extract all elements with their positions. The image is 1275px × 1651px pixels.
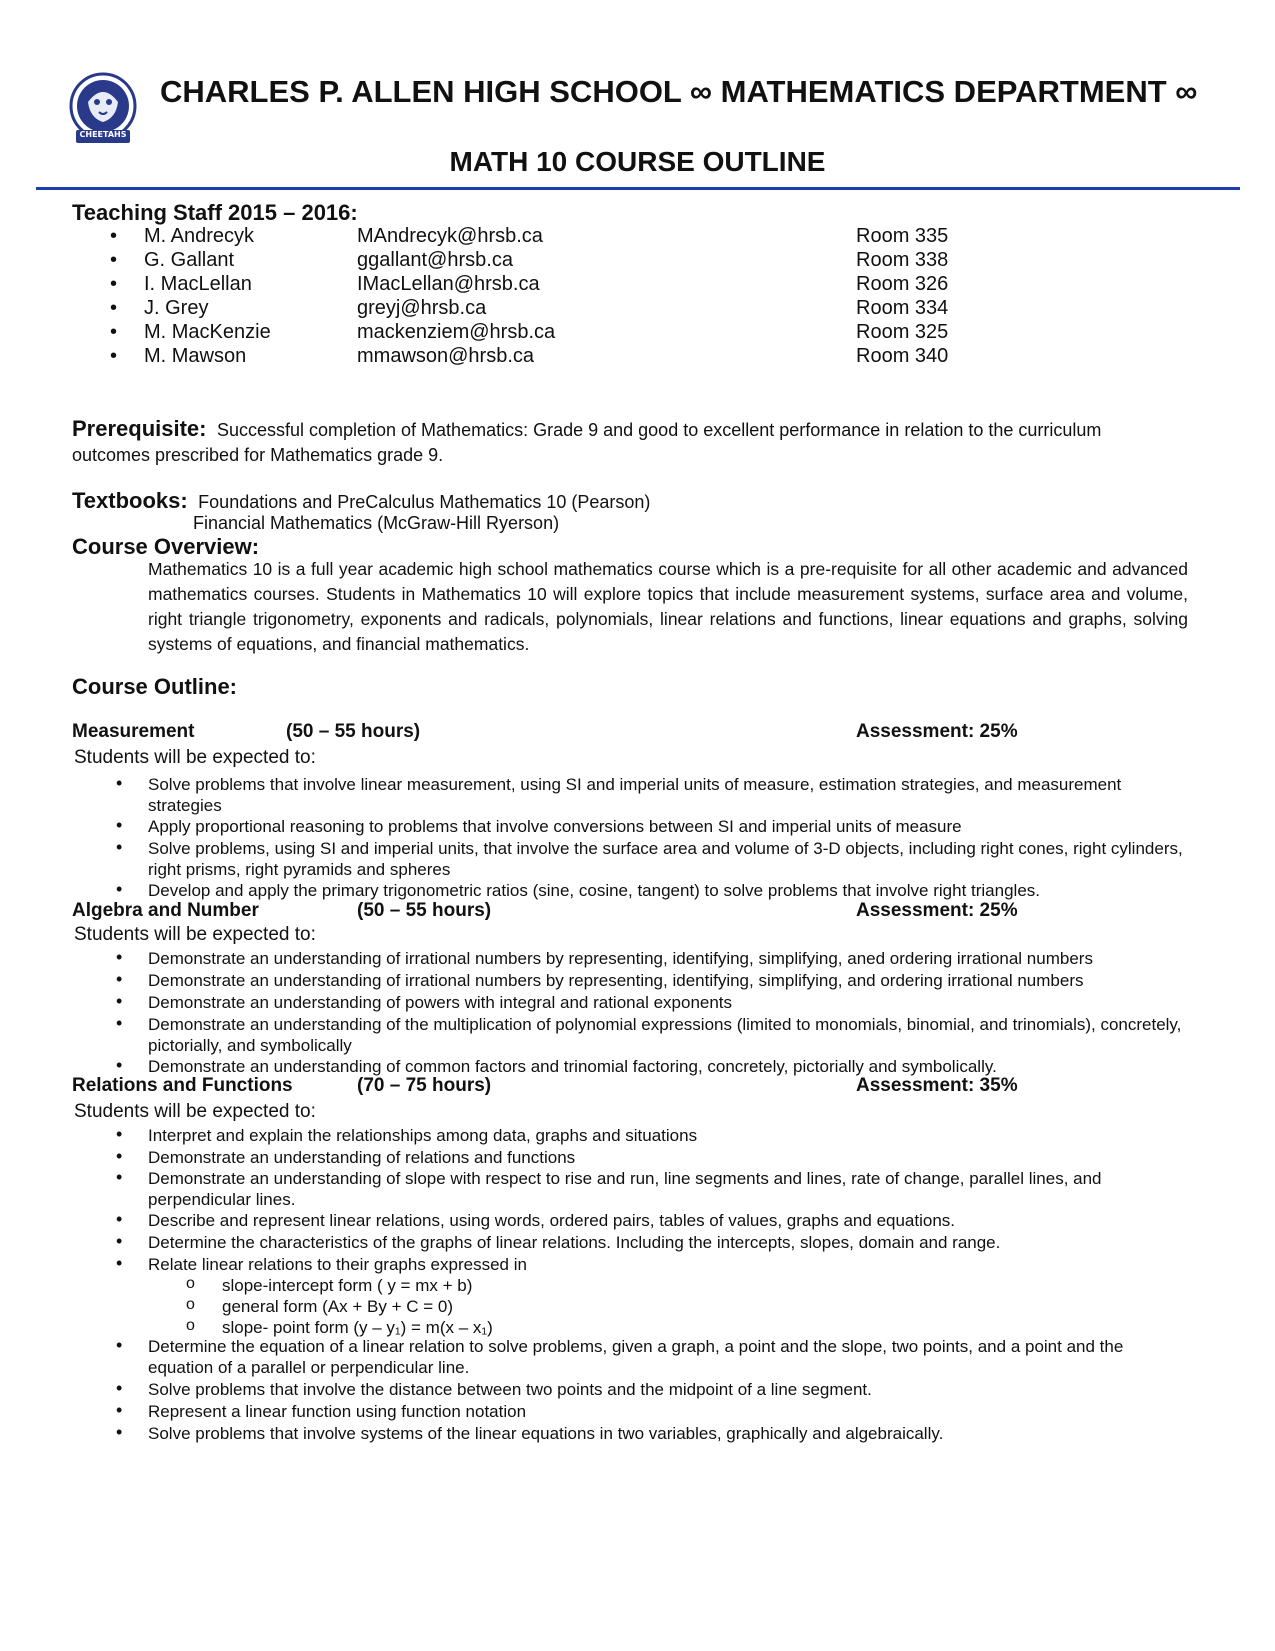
section-hours: (50 – 55 hours) — [286, 721, 421, 742]
section-assessment: Assessment: 25% — [856, 721, 1018, 742]
outline-subitem: slope-intercept form ( y = mx + b) — [222, 1276, 473, 1295]
outline-item: Demonstrate an understanding of relations and functions — [148, 1148, 576, 1167]
staff-email: ggallant@hrsb.ca — [357, 249, 513, 271]
outline-item: Represent a linear function using function notation — [148, 1402, 527, 1421]
expected-label: Students will be expected to: — [74, 924, 316, 945]
staff-email: IMacLellan@hrsb.ca — [357, 273, 540, 295]
bullet-dot-icon: • — [110, 225, 118, 247]
section-assessment: Assessment: 25% — [856, 900, 1018, 921]
circle-bullet-icon: o — [186, 1317, 195, 1334]
section-assessment: Assessment: 35% — [856, 1075, 1018, 1096]
circle-bullet-icon: o — [186, 1275, 195, 1292]
section-name: Relations and Functions — [72, 1075, 293, 1096]
staff-room: Room 338 — [856, 249, 949, 271]
staff-name: J. Grey — [144, 297, 209, 319]
bullet-dot-icon: • — [116, 1253, 123, 1273]
section-name: Algebra and Number — [72, 900, 259, 921]
staff-email: greyj@hrsb.ca — [357, 297, 487, 319]
outline-item: Apply proportional reasoning to problems that involve conversions between SI and imperial units of measure — [148, 817, 962, 836]
staff-row — [0, 297, 1275, 322]
staff-row — [0, 321, 1275, 346]
bullet-dot-icon: • — [116, 1124, 123, 1144]
header-divider — [36, 187, 1240, 190]
prerequisite-text: Successful completion of Mathematics: Grade 9 and good to excellent performance in relation to the curriculum — [216, 420, 1102, 440]
outline-item: Solve problems that involve the distance between two points and the midpoint of a line segment. — [148, 1380, 872, 1399]
bullet-dot-icon: • — [116, 1335, 123, 1355]
textbook-2: Financial Mathematics (McGraw-Hill Ryerson) — [193, 513, 560, 533]
bullet-dot-icon: • — [110, 249, 118, 271]
textbook-1: Foundations and PreCalculus Mathematics 10 (Pearson) — [198, 492, 651, 512]
outline-item: Demonstrate an understanding of irrational numbers by representing, identifying, simplifying, and ordering irrational numbers — [148, 971, 1084, 990]
outline-item: Interpret and explain the relationships among data, graphs and situations — [148, 1126, 698, 1145]
textbooks-label: Textbooks: — [72, 488, 188, 513]
bullet-dot-icon: • — [116, 1167, 123, 1187]
bullet-dot-icon: • — [116, 773, 123, 793]
staff-email: mackenziem@hrsb.ca — [357, 321, 556, 343]
circle-bullet-icon: o — [186, 1296, 195, 1313]
bullet-dot-icon: • — [116, 1378, 123, 1398]
bullet-dot-icon: • — [116, 1400, 123, 1420]
section-hours: (70 – 75 hours) — [357, 1075, 492, 1096]
school-header: CHARLES P. ALLEN HIGH SCHOOL ∞ MATHEMATICS DEPARTMENT ∞ — [160, 74, 1198, 109]
bullet-dot-icon: • — [116, 837, 123, 857]
logo-text: CHEETAHS — [79, 130, 127, 139]
expected-label: Students will be expected to: — [74, 1101, 316, 1122]
staff-room: Room 334 — [856, 297, 949, 319]
staff-name: M. Andrecyk — [144, 225, 255, 247]
staff-email: MAndrecyk@hrsb.ca — [357, 225, 543, 247]
bullet-dot-icon: • — [116, 1146, 123, 1166]
bullet-dot-icon: • — [116, 991, 123, 1011]
outline-item: Demonstrate an understanding of powers with integral and rational exponents — [148, 993, 733, 1012]
prerequisite-text-cont: outcomes prescribed for Mathematics grade 9. — [72, 445, 444, 465]
prerequisite-label: Prerequisite: — [72, 416, 207, 441]
outline-heading: Course Outline: — [72, 674, 238, 699]
bullet-dot-icon: • — [116, 1231, 123, 1251]
staff-row — [0, 345, 1275, 370]
staff-room: Room 340 — [856, 345, 949, 367]
staff-row — [0, 225, 1275, 250]
bullet-dot-icon: • — [116, 1209, 123, 1229]
staff-name: G. Gallant — [144, 249, 235, 271]
outline-subitem: general form (Ax + By + C = 0) — [222, 1297, 454, 1316]
section-name: Measurement — [72, 721, 195, 742]
bullet-dot-icon: • — [116, 1013, 123, 1033]
outline-item: Determine the equation of a linear relation to solve problems, given a graph, a point and the slope, two points, and a point and the equation of a parallel or perpendicular line. — [148, 1337, 1124, 1377]
outline-item: Demonstrate an understanding of common factors and trinomial factoring, concretely, pictorially and symbolically. — [148, 1057, 997, 1076]
outline-item: Solve problems, using SI and imperial units, that involve the surface area and volume of 3-D objects, including right cones, right cylinders, right prisms, right pyramids and spheres — [148, 839, 1183, 879]
bullet-dot-icon: • — [116, 1422, 123, 1442]
outline-item: Demonstrate an understanding of slope with respect to rise and run, line segments and lines, rate of change, parallel lines, and perpendicular lines. — [148, 1169, 1102, 1209]
expected-label: Students will be expected to: — [74, 747, 316, 768]
overview-text: Mathematics 10 is a full year academic high school mathematics course which is a pre-requisite for all other academic and advanced mathematics courses. Students in Mathematics 10 will explore topics that include measurement systems, surface area and volume, right triangle trigonometry, exponents and radicals, polynomials, linear relations and functions, linear equations and graphs, solving systems of equations, and financial mathematics. — [148, 559, 1188, 654]
bullet-dot-icon: • — [116, 815, 123, 835]
page-title: MATH 10 COURSE OUTLINE — [449, 146, 826, 177]
outline-item: Demonstrate an understanding of irrational numbers by representing, identifying, simplifying, aned ordering irrational numbers — [148, 949, 1093, 968]
overview-heading: Course Overview: — [72, 534, 260, 559]
bullet-dot-icon: • — [116, 1055, 123, 1075]
bullet-dot-icon: • — [116, 969, 123, 989]
bullet-dot-icon: • — [110, 321, 118, 343]
staff-name: M. MacKenzie — [144, 321, 271, 343]
bullet-dot-icon: • — [116, 879, 123, 899]
prerequisite — [72, 416, 1101, 442]
cheetah-logo-icon — [66, 72, 140, 148]
outline-item: Determine the characteristics of the graphs of linear relations. Including the intercepts, slopes, domain and range. — [148, 1233, 1001, 1252]
outline-item: Develop and apply the primary trigonometric ratios (sine, cosine, tangent) to solve problems that involve right triangles. — [148, 881, 1040, 900]
staff-room: Room 335 — [856, 225, 949, 247]
outline-item: Solve problems that involve systems of the linear equations in two variables, graphically and algebraically. — [148, 1424, 944, 1443]
outline-subitem: slope- point form (y – y₁) = m(x – x₁) — [222, 1318, 493, 1337]
outline-item: Demonstrate an understanding of the multiplication of polynomial expressions (limited to monomials, binomial, and trinomials), concretely, pictorially, and symbolically — [148, 1015, 1182, 1055]
staff-row — [0, 249, 1275, 274]
outline-item: Solve problems that involve linear measurement, using SI and imperial units of measure, estimation strategies, and measurement strategies — [148, 775, 1122, 815]
staff-room: Room 326 — [856, 273, 949, 295]
staff-room: Room 325 — [856, 321, 949, 343]
textbooks — [72, 488, 650, 514]
outline-item: Relate linear relations to their graphs expressed in — [148, 1255, 527, 1274]
staff-name: M. Mawson — [144, 345, 247, 367]
bullet-dot-icon: • — [116, 947, 123, 967]
outline-item: Describe and represent linear relations, using words, ordered pairs, tables of values, graphs and equations. — [148, 1211, 956, 1230]
staff-email: mmawson@hrsb.ca — [357, 345, 535, 367]
bullet-dot-icon: • — [110, 297, 118, 319]
staff-name: I. MacLellan — [144, 273, 252, 295]
bullet-dot-icon: • — [110, 345, 118, 367]
section-hours: (50 – 55 hours) — [357, 900, 492, 921]
staff-row — [0, 273, 1275, 298]
bullet-dot-icon: • — [110, 273, 118, 295]
staff-heading: Teaching Staff 2015 – 2016: — [72, 200, 358, 225]
